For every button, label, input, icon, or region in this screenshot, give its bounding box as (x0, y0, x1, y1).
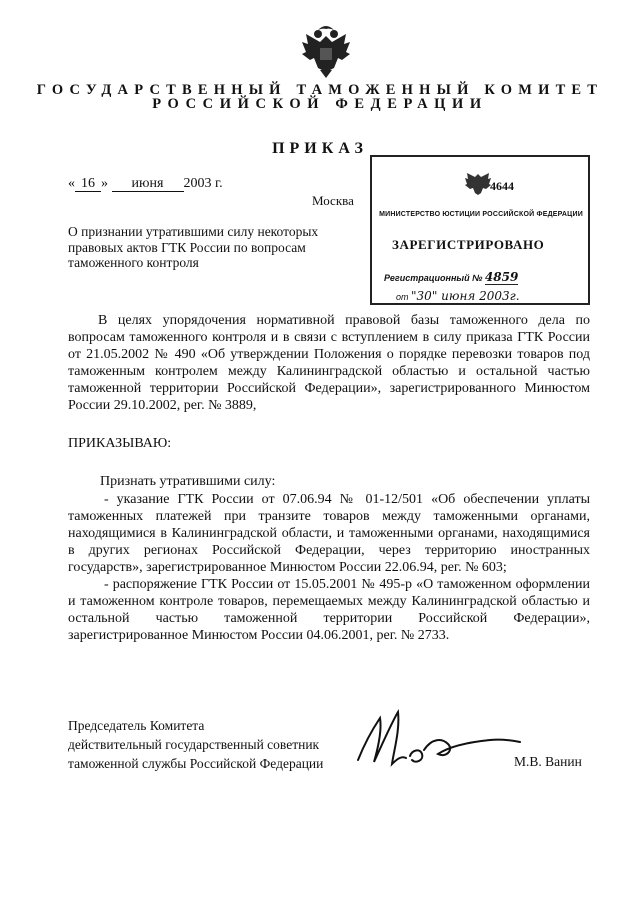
stamp-registered: ЗАРЕГИСТРИРОВАНО (392, 237, 545, 252)
organization-name-line1: ГОСУДАРСТВЕННЫЙ ТАМОЖЕННЫЙ КОМИТЕТ (36, 82, 604, 98)
document-subject: О признании утратившими силу некоторых правовых актов ГТК России по вопросам таможенного контроля (68, 224, 319, 270)
order-word: ПРИКАЗЫВАЮ: (68, 436, 172, 451)
document-date: « 16 » июня 2003 г. (68, 176, 223, 191)
stamp-date-value: "30" июня 2003г. (411, 289, 520, 303)
russian-coat-of-arms-icon (298, 22, 354, 80)
handwritten-signature (350, 700, 525, 780)
list-item: - указание ГТК России от 07.06.94 № 01-12/501 «Об обеспечении уплаты таможенных платежей при транзите товаров между таможенными органами, находящимися в Калининградской области, и таможенными органами, находящимися в других регионах Российской Федерации, через территорию иностранных государств», зарегистрированное Минюстом России 22.06.94, рег. № 603; (68, 492, 590, 575)
stamp-ministry: МИНИСТЕРСТВО ЮСТИЦИИ РОССИЙСКОЙ ФЕДЕРАЦИИ (379, 211, 583, 218)
stamp-reg-label: Регистрационный № (384, 273, 483, 283)
signer-name: М.В. Ванин (514, 754, 582, 769)
date-month: июня (112, 177, 184, 192)
date-day: 16 (75, 177, 101, 192)
date-year: 2003 г. (183, 176, 223, 191)
signer-title-line3: таможенной службы Российской Федерации (68, 756, 324, 771)
stamp-date-label: от (396, 292, 409, 302)
stamp-number: 4644 (490, 179, 514, 193)
signer-title-line1: Председатель Комитета (68, 718, 205, 733)
revoked-acts-list (68, 491, 590, 644)
stamp-registration-number (384, 270, 518, 284)
preamble-paragraph: В целях упорядочения нормативной правовой базы таможенного дела по вопросам таможенного контроля и в связи с вступлением в силу приказа ГТК России от 21.05.2002 № 490 «Об утверждении Положения о порядке перевозки товаров под таможенным контролем между Калининградской областью и остальной частью таможенной территории Российской Федерации», зарегистрированного Минюстом России 29.10.2002, рег. № 3889, (68, 313, 590, 413)
stamp-reg-number: 4859 (484, 270, 519, 284)
stamp-emblem-icon (464, 171, 492, 197)
order-intro: Признать утратившими силу: (100, 474, 276, 489)
list-item: - распоряжение ГТК России от 15.05.2001 № 495-р «О таможенном оформлении и таможенном контроле товаров, перемещаемых между Калининградской областью и остальной частью таможенной территории Российской Федерации», зарегистрированное Минюстом России 04.06.2001, рег. № 2733. (68, 577, 590, 643)
stamp-registration-date (396, 289, 520, 303)
signer-title (68, 716, 323, 773)
organization-name-line2: РОССИЙСКОЙ ФЕДЕРАЦИИ (152, 96, 488, 112)
document-title: ПРИКАЗ (272, 140, 368, 157)
document-city: Москва (312, 193, 354, 208)
registration-stamp (370, 155, 590, 305)
signer-title-line2: действительный государственный советник (68, 737, 320, 752)
